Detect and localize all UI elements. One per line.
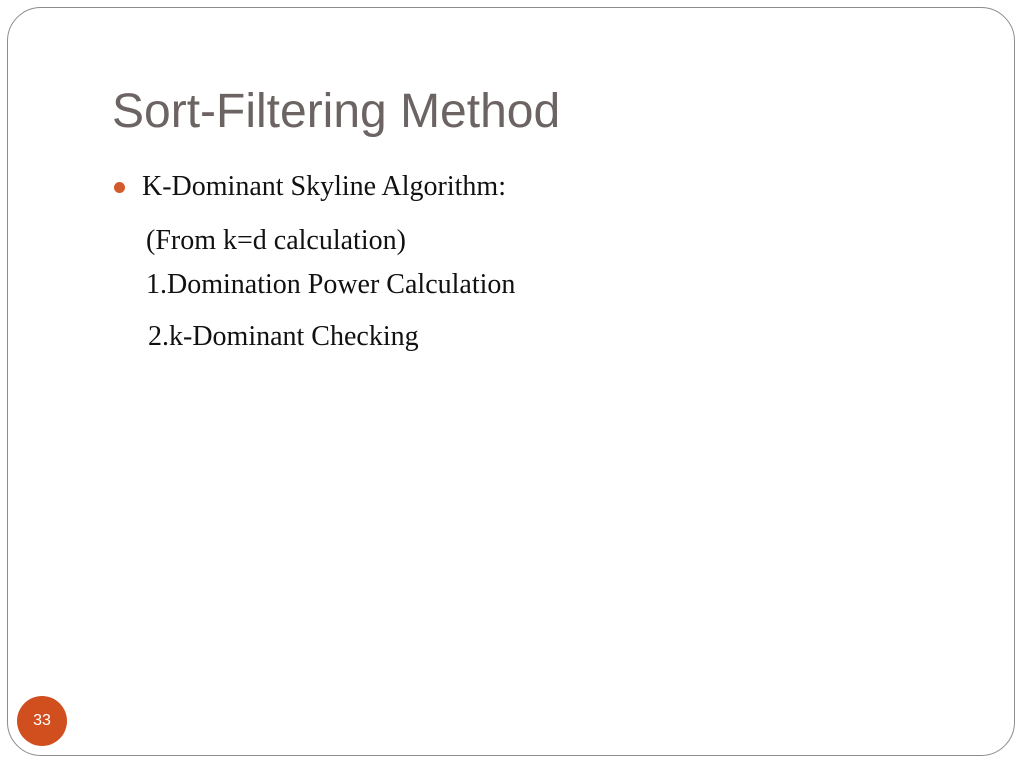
body-line-k-dominant-checking: 2.k-Dominant Checking: [148, 321, 419, 352]
body-line-domination-power: 1.Domination Power Calculation: [146, 269, 516, 300]
bullet-dot-icon: [114, 182, 125, 193]
slide-title: Sort-Filtering Method: [112, 85, 561, 138]
bullet-item: [114, 170, 506, 204]
page-number-badge: 33: [17, 696, 67, 746]
bullet-text: K-Dominant Skyline Algorithm:: [142, 171, 506, 202]
body-line-from-kd: (From k=d calculation): [146, 225, 406, 256]
